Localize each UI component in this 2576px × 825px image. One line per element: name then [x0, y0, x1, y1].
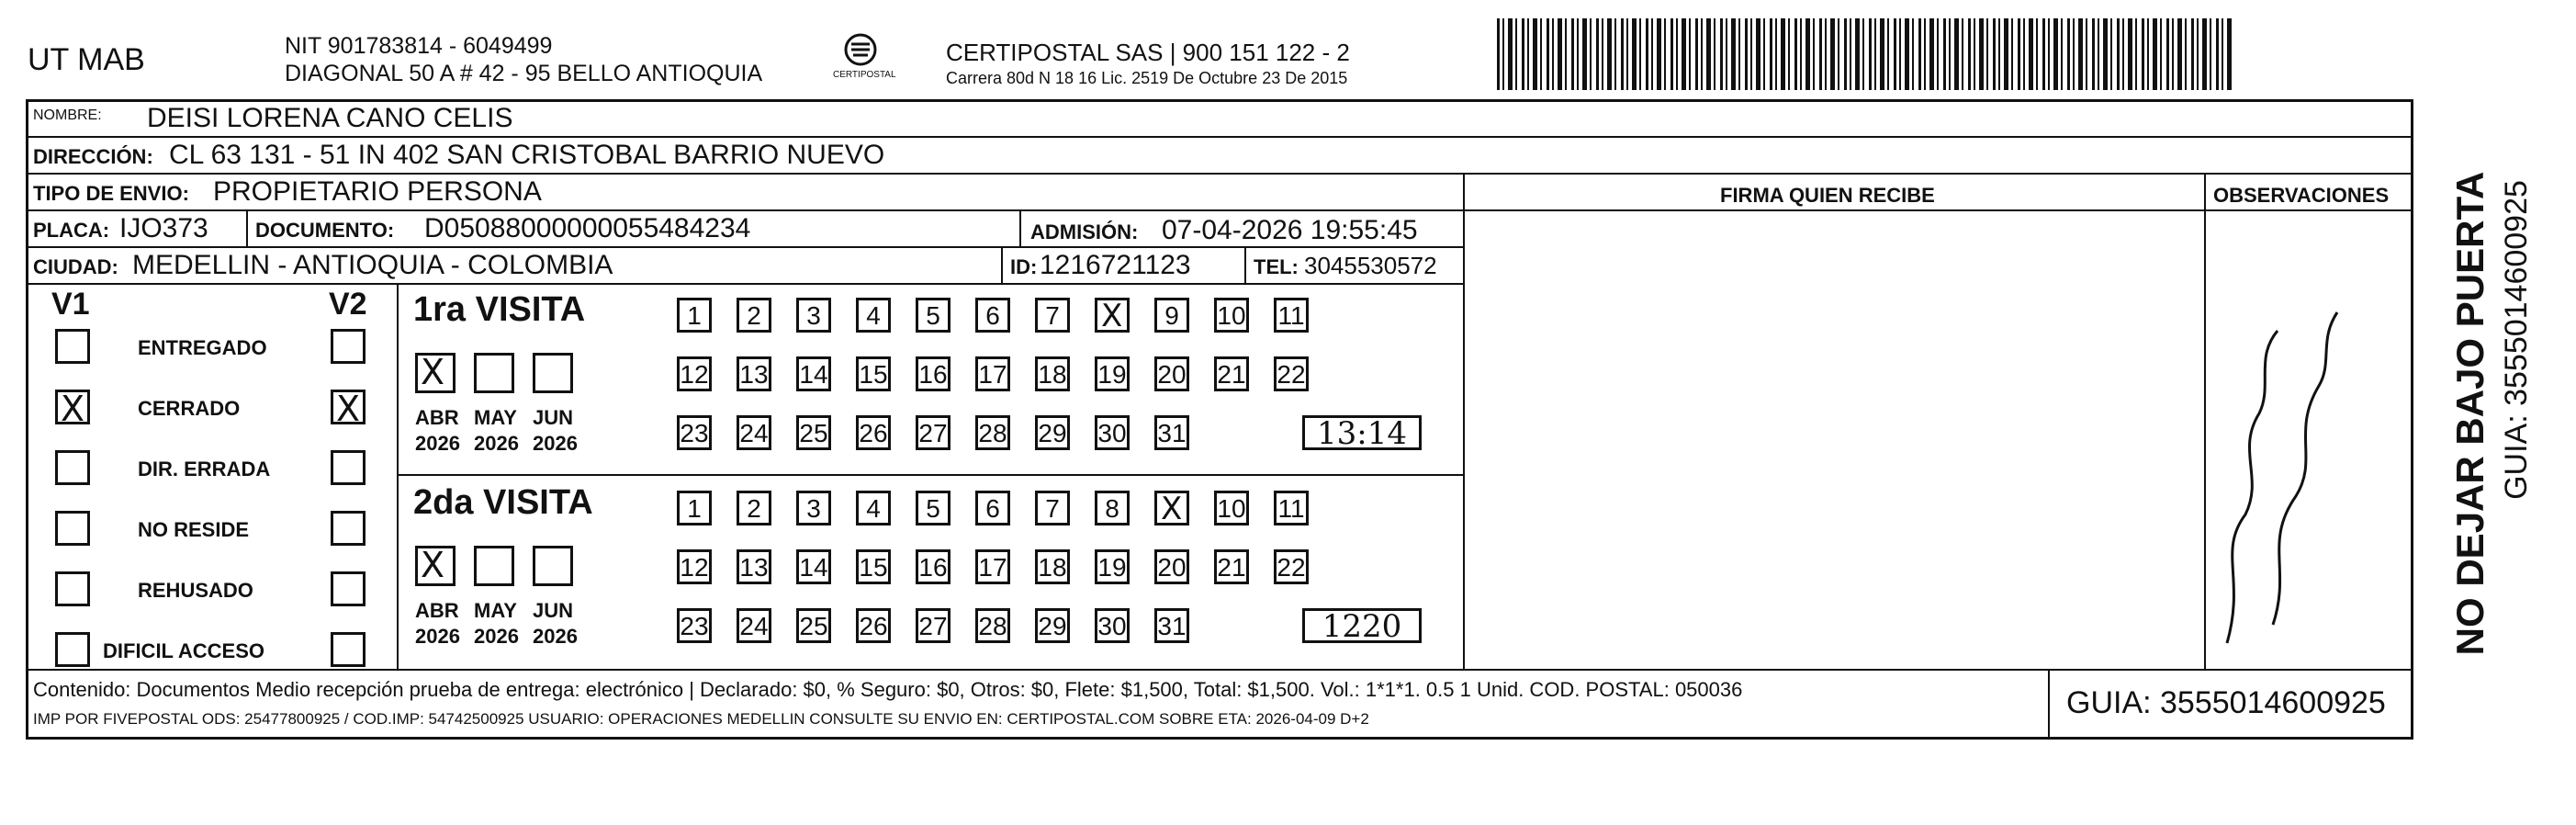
second-visit-day-box[interactable]: 18 — [1035, 549, 1070, 584]
status-label: ENTREGADO — [138, 336, 267, 359]
tel-value: 3045530572 — [1304, 252, 1437, 279]
first-visit-day-box[interactable]: 20 — [1154, 356, 1189, 391]
first-visit-day-box[interactable]: 6 — [975, 298, 1010, 333]
v1-status-checkbox[interactable] — [55, 450, 90, 485]
first-visit-day-box[interactable] — [1095, 298, 1130, 333]
v1-status-checkbox[interactable] — [55, 390, 90, 424]
first-visit-month-checkbox[interactable] — [533, 353, 573, 393]
col-divider — [2204, 173, 2206, 669]
first-visit-day-box[interactable]: 1 — [677, 298, 712, 333]
second-visit-day-box[interactable]: 8 — [1095, 491, 1130, 526]
first-visit-day-box[interactable]: 11 — [1274, 298, 1309, 333]
second-visit-day-box[interactable]: 27 — [916, 608, 951, 643]
first-visit-day-box[interactable]: 4 — [856, 298, 891, 333]
col-divider — [1001, 246, 1003, 283]
footer-content: Contenido: Documentos Medio recepción prueba de entrega: electrónico | Declarado: $0, % Seguro: $0, Otros: $0, Flete: $1,500, Total: $1,500. Vol.: 1*1*1. 0.5 1 Unid. COD. POSTAL: 050036 — [33, 678, 1743, 701]
first-visit-day-box[interactable]: 12 — [677, 356, 712, 391]
row-divider — [26, 136, 2413, 138]
carrier-license: Carrera 80d N 18 16 Lic. 2519 De Octubre 23 De 2015 — [946, 69, 1348, 87]
first-visit-day-box[interactable]: 28 — [975, 415, 1010, 450]
recipient-name: DEISI LORENA CANO CELIS — [147, 103, 513, 133]
second-visit-day-box[interactable]: 5 — [916, 491, 951, 526]
v1-status-checkbox[interactable] — [55, 571, 90, 606]
admission-label: ADMISIÓN: — [1030, 220, 1139, 243]
v1-status-checkbox[interactable] — [55, 632, 90, 667]
status-label: DIR. ERRADA — [138, 458, 271, 480]
row-divider — [1463, 209, 2413, 211]
first-visit-title: 1ra VISITA — [413, 290, 586, 329]
company-name: UT MAB — [28, 42, 145, 77]
status-label: DIFICIL ACCESO — [103, 639, 265, 662]
col-divider — [1463, 173, 1465, 669]
first-visit-day-box[interactable]: 16 — [916, 356, 951, 391]
carrier-name: CERTIPOSTAL SAS | 900 151 122 - 2 — [946, 39, 1350, 66]
first-visit-day-box[interactable]: 13 — [737, 356, 771, 391]
v1-status-checkbox[interactable] — [55, 329, 90, 364]
first-visit-year-label: 2026 — [415, 432, 460, 455]
second-visit-year-label: 2026 — [474, 625, 519, 648]
v1-label: V1 — [51, 287, 90, 322]
city-value: MEDELLIN - ANTIOQUIA - COLOMBIA — [132, 250, 613, 280]
second-visit-month-label: ABR — [415, 599, 459, 622]
first-visit-day-box[interactable]: 5 — [916, 298, 951, 333]
status-label: CERRADO — [138, 397, 241, 420]
first-visit-day-box[interactable]: 9 — [1154, 298, 1189, 333]
first-visit-day-box[interactable]: 31 — [1154, 415, 1189, 450]
v2-status-checkbox[interactable] — [331, 329, 366, 364]
second-visit-month-checkbox[interactable] — [474, 546, 514, 586]
first-visit-day-box[interactable]: 14 — [796, 356, 831, 391]
second-visit-day-box[interactable]: 30 — [1095, 608, 1130, 643]
first-visit-day-box[interactable]: 19 — [1095, 356, 1130, 391]
second-visit-day-box[interactable]: 25 — [796, 608, 831, 643]
row-divider — [26, 246, 1463, 248]
v1-status-checkbox[interactable] — [55, 511, 90, 546]
second-visit-day-box[interactable]: 11 — [1274, 491, 1309, 526]
second-visit-year-label: 2026 — [533, 625, 578, 648]
row-divider — [26, 209, 1463, 211]
v2-status-checkbox[interactable] — [331, 632, 366, 667]
first-visit-year-label: 2026 — [474, 432, 519, 455]
name-label: NOMBRE: — [33, 107, 102, 123]
first-visit-year-label: 2026 — [533, 432, 578, 455]
observations-header: OBSERVACIONES — [2213, 184, 2390, 207]
first-visit-day-box[interactable]: 18 — [1035, 356, 1070, 391]
first-visit-day-box[interactable]: 30 — [1095, 415, 1130, 450]
company-address: DIAGONAL 50 A # 42 - 95 BELLO ANTIOQUIA — [285, 61, 763, 86]
v2-status-checkbox[interactable] — [331, 390, 366, 424]
first-visit-month-label: ABR — [415, 406, 459, 429]
second-visit-day-box[interactable]: 22 — [1274, 549, 1309, 584]
document-value: D05088000000055484234 — [424, 213, 751, 243]
second-visit-day-box[interactable]: 7 — [1035, 491, 1070, 526]
v2-status-checkbox[interactable] — [331, 571, 366, 606]
city-label: CIUDAD: — [33, 255, 118, 278]
footer-imp: IMP POR FIVEPOSTAL ODS: 25477800925 / COD.IMP: 54742500925 USUARIO: OPERACIONES MEDELLIN CONSULTE SU ENVIO EN: CERTIPOSTAL.COM SOBRE ETA: 2026-04-09 D+2 — [33, 710, 1369, 728]
observation-note — [2209, 276, 2220, 277]
tel-label: TEL: — [1254, 255, 1299, 278]
first-visit-day-box[interactable]: 26 — [856, 415, 891, 450]
second-visit-day-box[interactable]: 1 — [677, 491, 712, 526]
second-visit-day-box[interactable]: 31 — [1154, 608, 1189, 643]
first-visit-month-label: MAY — [474, 406, 517, 429]
col-divider — [1244, 246, 1246, 283]
signature-header: FIRMA QUIEN RECIBE — [1720, 184, 1935, 207]
second-visit-month-checkbox[interactable] — [415, 546, 456, 586]
v2-status-checkbox[interactable] — [331, 511, 366, 546]
side-warning: NO DEJAR BAJO PUERTA — [2448, 171, 2492, 656]
first-visit-day-box[interactable]: 25 — [796, 415, 831, 450]
plate-value: IJO373 — [119, 213, 208, 243]
second-visit-day-box[interactable]: 14 — [796, 549, 831, 584]
second-visit-month-label: JUN — [533, 599, 574, 622]
first-visit-day-box[interactable]: 21 — [1214, 356, 1249, 391]
barcode — [1497, 18, 2232, 90]
first-visit-day-box[interactable]: 3 — [796, 298, 831, 333]
second-visit-day-box[interactable]: 19 — [1095, 549, 1130, 584]
address-label: DIRECCIÓN: — [33, 145, 153, 168]
certipostal-logo — [831, 31, 896, 86]
second-visit-day-box[interactable]: 4 — [856, 491, 891, 526]
observation-handwriting — [2209, 276, 2383, 661]
row-divider — [26, 173, 2413, 175]
first-visit-month-label: JUN — [533, 406, 574, 429]
plate-label: PLACA: — [33, 219, 110, 242]
row-divider — [26, 669, 2413, 671]
second-visit-day-box[interactable]: 13 — [737, 549, 771, 584]
first-visit-day-box[interactable]: 10 — [1214, 298, 1249, 333]
second-visit-day-box[interactable]: 15 — [856, 549, 891, 584]
first-visit-time[interactable]: 13:14 — [1302, 415, 1422, 450]
status-label: NO RESIDE — [138, 518, 250, 541]
first-visit-day-box[interactable]: 29 — [1035, 415, 1070, 450]
second-visit-month-checkbox[interactable] — [533, 546, 573, 586]
company-nit: NIT 901783814 - 6049499 — [285, 33, 553, 59]
first-visit-day-box[interactable]: 17 — [975, 356, 1010, 391]
first-visit-day-box[interactable]: 27 — [916, 415, 951, 450]
second-visit-day-box[interactable]: 12 — [677, 549, 712, 584]
type-label: TIPO DE ENVIO: — [33, 182, 189, 205]
first-visit-month-checkbox[interactable] — [415, 353, 456, 393]
id-label: ID: — [1010, 255, 1038, 278]
col-divider — [397, 283, 399, 669]
logo-text: CERTIPOSTAL — [833, 70, 896, 80]
admission-value: 07-04-2026 19:55:45 — [1162, 215, 1418, 245]
document-label: DOCUMENTO: — [255, 219, 395, 242]
v2-status-checkbox[interactable] — [331, 450, 366, 485]
second-visit-day-box[interactable]: 23 — [677, 608, 712, 643]
col-divider — [2048, 669, 2050, 740]
second-visit-day-box[interactable]: 3 — [796, 491, 831, 526]
side-guia: GUIA: 3555014600925 — [2499, 180, 2534, 500]
second-visit-month-label: MAY — [474, 599, 517, 622]
col-divider — [246, 209, 248, 246]
second-visit-day-box[interactable]: 26 — [856, 608, 891, 643]
v2-label: V2 — [329, 287, 367, 322]
status-label: REHUSADO — [138, 579, 253, 602]
second-visit-day-box[interactable]: 29 — [1035, 608, 1070, 643]
second-visit-day-box[interactable]: 6 — [975, 491, 1010, 526]
shipment-type: PROPIETARIO PERSONA — [213, 176, 542, 207]
second-visit-day-box[interactable]: 24 — [737, 608, 771, 643]
second-visit-time[interactable]: 1220 — [1302, 608, 1422, 643]
second-visit-day-box[interactable]: 21 — [1214, 549, 1249, 584]
second-visit-day-box[interactable]: 10 — [1214, 491, 1249, 526]
first-visit-day-box[interactable]: 7 — [1035, 298, 1070, 333]
row-divider — [26, 283, 1463, 285]
footer-guia: GUIA: 3555014600925 — [2066, 685, 2386, 720]
visit-divider — [397, 474, 1463, 476]
first-visit-day-box[interactable]: 22 — [1274, 356, 1309, 391]
col-divider — [1019, 209, 1021, 246]
second-visit-day-box[interactable]: 28 — [975, 608, 1010, 643]
second-visit-title: 2da VISITA — [413, 483, 593, 522]
second-visit-day-box[interactable] — [1154, 491, 1189, 526]
id-value: 1216721123 — [1040, 250, 1191, 280]
first-visit-day-box[interactable]: 2 — [737, 298, 771, 333]
first-visit-day-box[interactable]: 15 — [856, 356, 891, 391]
second-visit-day-box[interactable]: 16 — [916, 549, 951, 584]
second-visit-day-box[interactable]: 17 — [975, 549, 1010, 584]
second-visit-day-box[interactable]: 2 — [737, 491, 771, 526]
second-visit-year-label: 2026 — [415, 625, 460, 648]
first-visit-day-box[interactable]: 24 — [737, 415, 771, 450]
second-visit-day-box[interactable]: 20 — [1154, 549, 1189, 584]
first-visit-day-box[interactable]: 23 — [677, 415, 712, 450]
recipient-address: CL 63 131 - 51 IN 402 SAN CRISTOBAL BARRIO NUEVO — [169, 140, 885, 170]
first-visit-month-checkbox[interactable] — [474, 353, 514, 393]
